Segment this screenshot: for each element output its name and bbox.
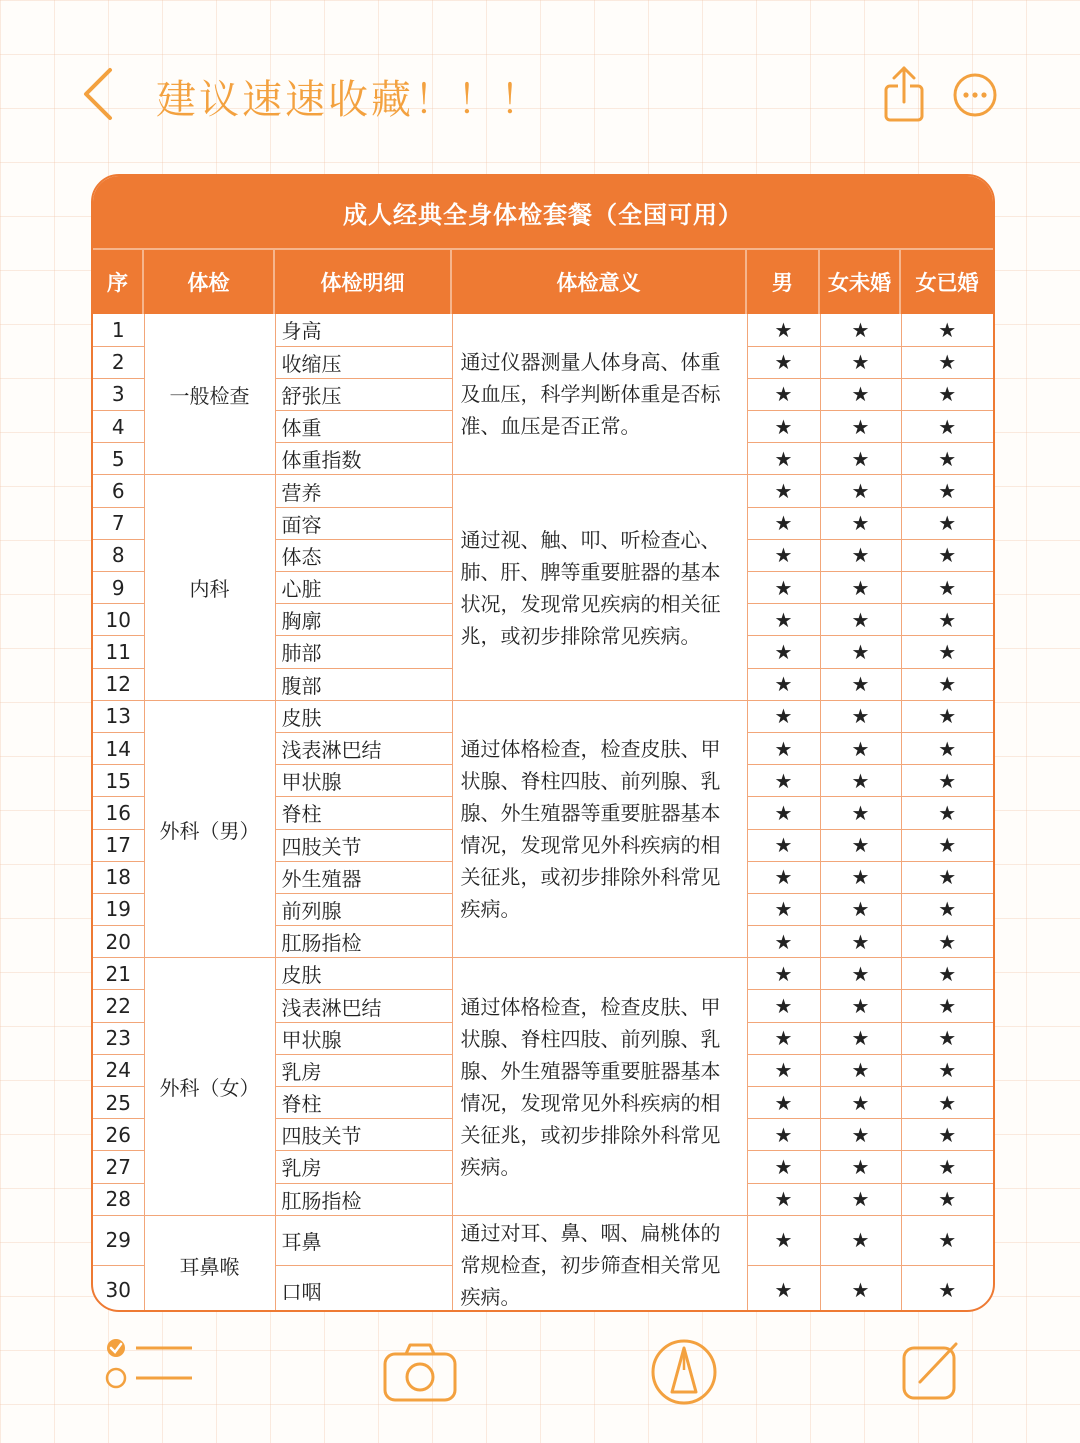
row-number: 29 <box>93 1215 144 1265</box>
star-male-icon: ★ <box>747 893 820 925</box>
star-female-unmarried-icon: ★ <box>820 314 901 346</box>
checkup-table <box>93 314 993 1312</box>
star-male-icon: ★ <box>747 797 820 829</box>
row-number: 8 <box>93 539 144 571</box>
checklist-icon[interactable] <box>104 1334 196 1394</box>
star-male-icon: ★ <box>747 926 820 958</box>
row-number: 5 <box>93 443 144 475</box>
detail-cell: 浅表淋巴结 <box>275 732 452 764</box>
star-female-married-icon: ★ <box>901 1054 993 1086</box>
star-male-icon: ★ <box>747 314 820 346</box>
detail-cell: 舒张压 <box>275 378 452 410</box>
row-number: 21 <box>93 958 144 990</box>
table-row <box>93 1215 993 1265</box>
star-female-unmarried-icon: ★ <box>820 668 901 700</box>
table-header-row <box>93 248 993 314</box>
star-female-unmarried-icon: ★ <box>820 1215 901 1265</box>
table-title: 成人经典全身体检套餐（全国可用） <box>93 176 993 248</box>
meaning-cell: 通过视、触、叩、听检查心、肺、肝、脾等重要脏器的基本状况，发现常见疾病的相关征兆，或初步排除常见疾病。 <box>452 475 747 700</box>
col-header-male: 男 <box>747 250 820 314</box>
detail-cell: 口咽 <box>275 1265 452 1312</box>
star-female-married-icon: ★ <box>901 1022 993 1054</box>
star-male-icon: ★ <box>747 668 820 700</box>
star-female-unmarried-icon: ★ <box>820 1087 901 1119</box>
star-male-icon: ★ <box>747 700 820 732</box>
star-female-married-icon: ★ <box>901 990 993 1022</box>
star-male-icon: ★ <box>747 475 820 507</box>
star-female-married-icon: ★ <box>901 1183 993 1215</box>
star-female-married-icon: ★ <box>901 507 993 539</box>
meaning-cell: 通过对耳、鼻、咽、扁桃体的常规检查，初步筛查相关常见疾病。 <box>452 1215 747 1312</box>
detail-cell: 面容 <box>275 507 452 539</box>
row-number: 23 <box>93 1022 144 1054</box>
star-male-icon: ★ <box>747 1265 820 1312</box>
star-male-icon: ★ <box>747 732 820 764</box>
star-female-married-icon: ★ <box>901 1151 993 1183</box>
row-number: 15 <box>93 765 144 797</box>
top-bar <box>0 0 1080 180</box>
row-number: 10 <box>93 604 144 636</box>
row-number: 28 <box>93 1183 144 1215</box>
detail-cell: 腹部 <box>275 668 452 700</box>
star-male-icon: ★ <box>747 861 820 893</box>
star-male-icon: ★ <box>747 1215 820 1265</box>
category-cell: 外科（女） <box>144 958 275 1216</box>
star-female-unmarried-icon: ★ <box>820 1183 901 1215</box>
detail-cell: 收缩压 <box>275 346 452 378</box>
row-number: 18 <box>93 861 144 893</box>
detail-cell: 体重指数 <box>275 443 452 475</box>
bottom-toolbar <box>0 1320 1080 1443</box>
star-female-unmarried-icon: ★ <box>820 1119 901 1151</box>
table-row <box>93 475 993 507</box>
camera-icon[interactable] <box>382 1340 458 1404</box>
star-female-married-icon: ★ <box>901 378 993 410</box>
star-female-married-icon: ★ <box>901 539 993 571</box>
chevron-left-icon[interactable] <box>78 66 122 122</box>
star-male-icon: ★ <box>747 1151 820 1183</box>
star-female-unmarried-icon: ★ <box>820 732 901 764</box>
star-female-unmarried-icon: ★ <box>820 765 901 797</box>
star-female-married-icon: ★ <box>901 732 993 764</box>
star-male-icon: ★ <box>747 1022 820 1054</box>
row-number: 30 <box>93 1265 144 1312</box>
star-female-unmarried-icon: ★ <box>820 829 901 861</box>
star-female-married-icon: ★ <box>901 668 993 700</box>
star-female-married-icon: ★ <box>901 700 993 732</box>
detail-cell: 浅表淋巴结 <box>275 990 452 1022</box>
star-female-married-icon: ★ <box>901 829 993 861</box>
meaning-cell: 通过体格检查，检查皮肤、甲状腺、脊柱四肢、前列腺、乳腺、外生殖器等重要脏器基本情况，发现常见外科疾病的相关征兆，或初步排除外科常见疾病。 <box>452 958 747 1216</box>
row-number: 24 <box>93 1054 144 1086</box>
detail-cell: 脊柱 <box>275 797 452 829</box>
star-female-unmarried-icon: ★ <box>820 861 901 893</box>
star-male-icon: ★ <box>747 411 820 443</box>
star-female-married-icon: ★ <box>901 861 993 893</box>
star-male-icon: ★ <box>747 1054 820 1086</box>
table-row <box>93 958 993 990</box>
star-male-icon: ★ <box>747 958 820 990</box>
detail-cell: 营养 <box>275 475 452 507</box>
col-header-meaning: 体检意义 <box>452 250 747 314</box>
star-male-icon: ★ <box>747 1119 820 1151</box>
star-male-icon: ★ <box>747 765 820 797</box>
star-female-unmarried-icon: ★ <box>820 604 901 636</box>
detail-cell: 甲状腺 <box>275 1022 452 1054</box>
detail-cell: 肛肠指检 <box>275 1183 452 1215</box>
row-number: 26 <box>93 1119 144 1151</box>
detail-cell: 甲状腺 <box>275 765 452 797</box>
star-female-married-icon: ★ <box>901 475 993 507</box>
star-female-unmarried-icon: ★ <box>820 1054 901 1086</box>
star-male-icon: ★ <box>747 507 820 539</box>
row-number: 14 <box>93 732 144 764</box>
star-female-unmarried-icon: ★ <box>820 346 901 378</box>
category-cell: 外科（男） <box>144 700 275 958</box>
category-cell: 耳鼻喉 <box>144 1215 275 1312</box>
star-female-married-icon: ★ <box>901 1119 993 1151</box>
detail-cell: 乳房 <box>275 1054 452 1086</box>
share-icon[interactable] <box>880 64 928 124</box>
edit-icon[interactable] <box>900 1340 962 1402</box>
star-female-married-icon: ★ <box>901 314 993 346</box>
row-number: 13 <box>93 700 144 732</box>
col-header-detail: 体检明细 <box>275 250 452 314</box>
category-cell: 一般检查 <box>144 314 275 475</box>
star-male-icon: ★ <box>747 378 820 410</box>
star-female-married-icon: ★ <box>901 411 993 443</box>
row-number: 2 <box>93 346 144 378</box>
detail-cell: 前列腺 <box>275 893 452 925</box>
row-number: 22 <box>93 990 144 1022</box>
detail-cell: 乳房 <box>275 1151 452 1183</box>
meaning-cell: 通过体格检查，检查皮肤、甲状腺、脊柱四肢、前列腺、乳腺、外生殖器等重要脏器基本情况，发现常见外科疾病的相关征兆，或初步排除外科常见疾病。 <box>452 700 747 958</box>
star-male-icon: ★ <box>747 636 820 668</box>
row-number: 27 <box>93 1151 144 1183</box>
detail-cell: 四肢关节 <box>275 1119 452 1151</box>
star-female-unmarried-icon: ★ <box>820 958 901 990</box>
star-female-married-icon: ★ <box>901 1215 993 1265</box>
star-female-unmarried-icon: ★ <box>820 1151 901 1183</box>
star-male-icon: ★ <box>747 990 820 1022</box>
detail-cell: 体态 <box>275 539 452 571</box>
star-female-married-icon: ★ <box>901 765 993 797</box>
more-icon[interactable] <box>952 72 998 118</box>
col-header-no: 序 <box>93 250 144 314</box>
detail-cell: 肺部 <box>275 636 452 668</box>
star-female-unmarried-icon: ★ <box>820 636 901 668</box>
checkup-table-card <box>91 174 995 1312</box>
pen-icon[interactable] <box>650 1338 718 1406</box>
row-number: 4 <box>93 411 144 443</box>
detail-cell: 皮肤 <box>275 700 452 732</box>
row-number: 1 <box>93 314 144 346</box>
star-female-unmarried-icon: ★ <box>820 443 901 475</box>
star-female-unmarried-icon: ★ <box>820 1022 901 1054</box>
row-number: 19 <box>93 893 144 925</box>
detail-cell: 胸廓 <box>275 604 452 636</box>
row-number: 11 <box>93 636 144 668</box>
category-cell: 内科 <box>144 475 275 700</box>
star-female-unmarried-icon: ★ <box>820 926 901 958</box>
star-female-married-icon: ★ <box>901 958 993 990</box>
star-female-married-icon: ★ <box>901 797 993 829</box>
star-female-unmarried-icon: ★ <box>820 700 901 732</box>
star-male-icon: ★ <box>747 1087 820 1119</box>
star-female-unmarried-icon: ★ <box>820 539 901 571</box>
row-number: 16 <box>93 797 144 829</box>
detail-cell: 皮肤 <box>275 958 452 990</box>
star-male-icon: ★ <box>747 572 820 604</box>
detail-cell: 心脏 <box>275 572 452 604</box>
detail-cell: 身高 <box>275 314 452 346</box>
star-female-unmarried-icon: ★ <box>820 507 901 539</box>
detail-cell: 外生殖器 <box>275 861 452 893</box>
row-number: 25 <box>93 1087 144 1119</box>
star-female-unmarried-icon: ★ <box>820 797 901 829</box>
detail-cell: 体重 <box>275 411 452 443</box>
row-number: 20 <box>93 926 144 958</box>
page-title: 建议速速收藏！！！ <box>156 77 543 123</box>
star-female-married-icon: ★ <box>901 572 993 604</box>
table-row <box>93 700 993 732</box>
star-female-unmarried-icon: ★ <box>820 378 901 410</box>
row-number: 6 <box>93 475 144 507</box>
star-female-unmarried-icon: ★ <box>820 572 901 604</box>
star-male-icon: ★ <box>747 443 820 475</box>
star-male-icon: ★ <box>747 1183 820 1215</box>
star-male-icon: ★ <box>747 604 820 636</box>
star-female-unmarried-icon: ★ <box>820 1265 901 1312</box>
star-female-unmarried-icon: ★ <box>820 475 901 507</box>
row-number: 12 <box>93 668 144 700</box>
star-female-married-icon: ★ <box>901 893 993 925</box>
star-female-married-icon: ★ <box>901 926 993 958</box>
table-row <box>93 314 993 346</box>
star-female-unmarried-icon: ★ <box>820 990 901 1022</box>
detail-cell: 肛肠指检 <box>275 926 452 958</box>
detail-cell: 脊柱 <box>275 1087 452 1119</box>
detail-cell: 耳鼻 <box>275 1215 452 1265</box>
meaning-cell: 通过仪器测量人体身高、体重及血压，科学判断体重是否标准、血压是否正常。 <box>452 314 747 475</box>
row-number: 3 <box>93 378 144 410</box>
star-male-icon: ★ <box>747 346 820 378</box>
star-male-icon: ★ <box>747 539 820 571</box>
row-number: 17 <box>93 829 144 861</box>
star-female-married-icon: ★ <box>901 443 993 475</box>
col-header-female-married: 女已婚 <box>915 271 979 295</box>
star-female-married-icon: ★ <box>901 1265 993 1312</box>
row-number: 9 <box>93 572 144 604</box>
col-header-category: 体检 <box>144 250 275 314</box>
star-female-unmarried-icon: ★ <box>820 411 901 443</box>
star-female-married-icon: ★ <box>901 604 993 636</box>
star-female-married-icon: ★ <box>901 1087 993 1119</box>
star-male-icon: ★ <box>747 829 820 861</box>
col-header-female-unmarried: 女未婚 <box>820 250 901 314</box>
detail-cell: 四肢关节 <box>275 829 452 861</box>
star-female-unmarried-icon: ★ <box>820 893 901 925</box>
row-number: 7 <box>93 507 144 539</box>
star-female-married-icon: ★ <box>901 346 993 378</box>
star-female-married-icon: ★ <box>901 636 993 668</box>
